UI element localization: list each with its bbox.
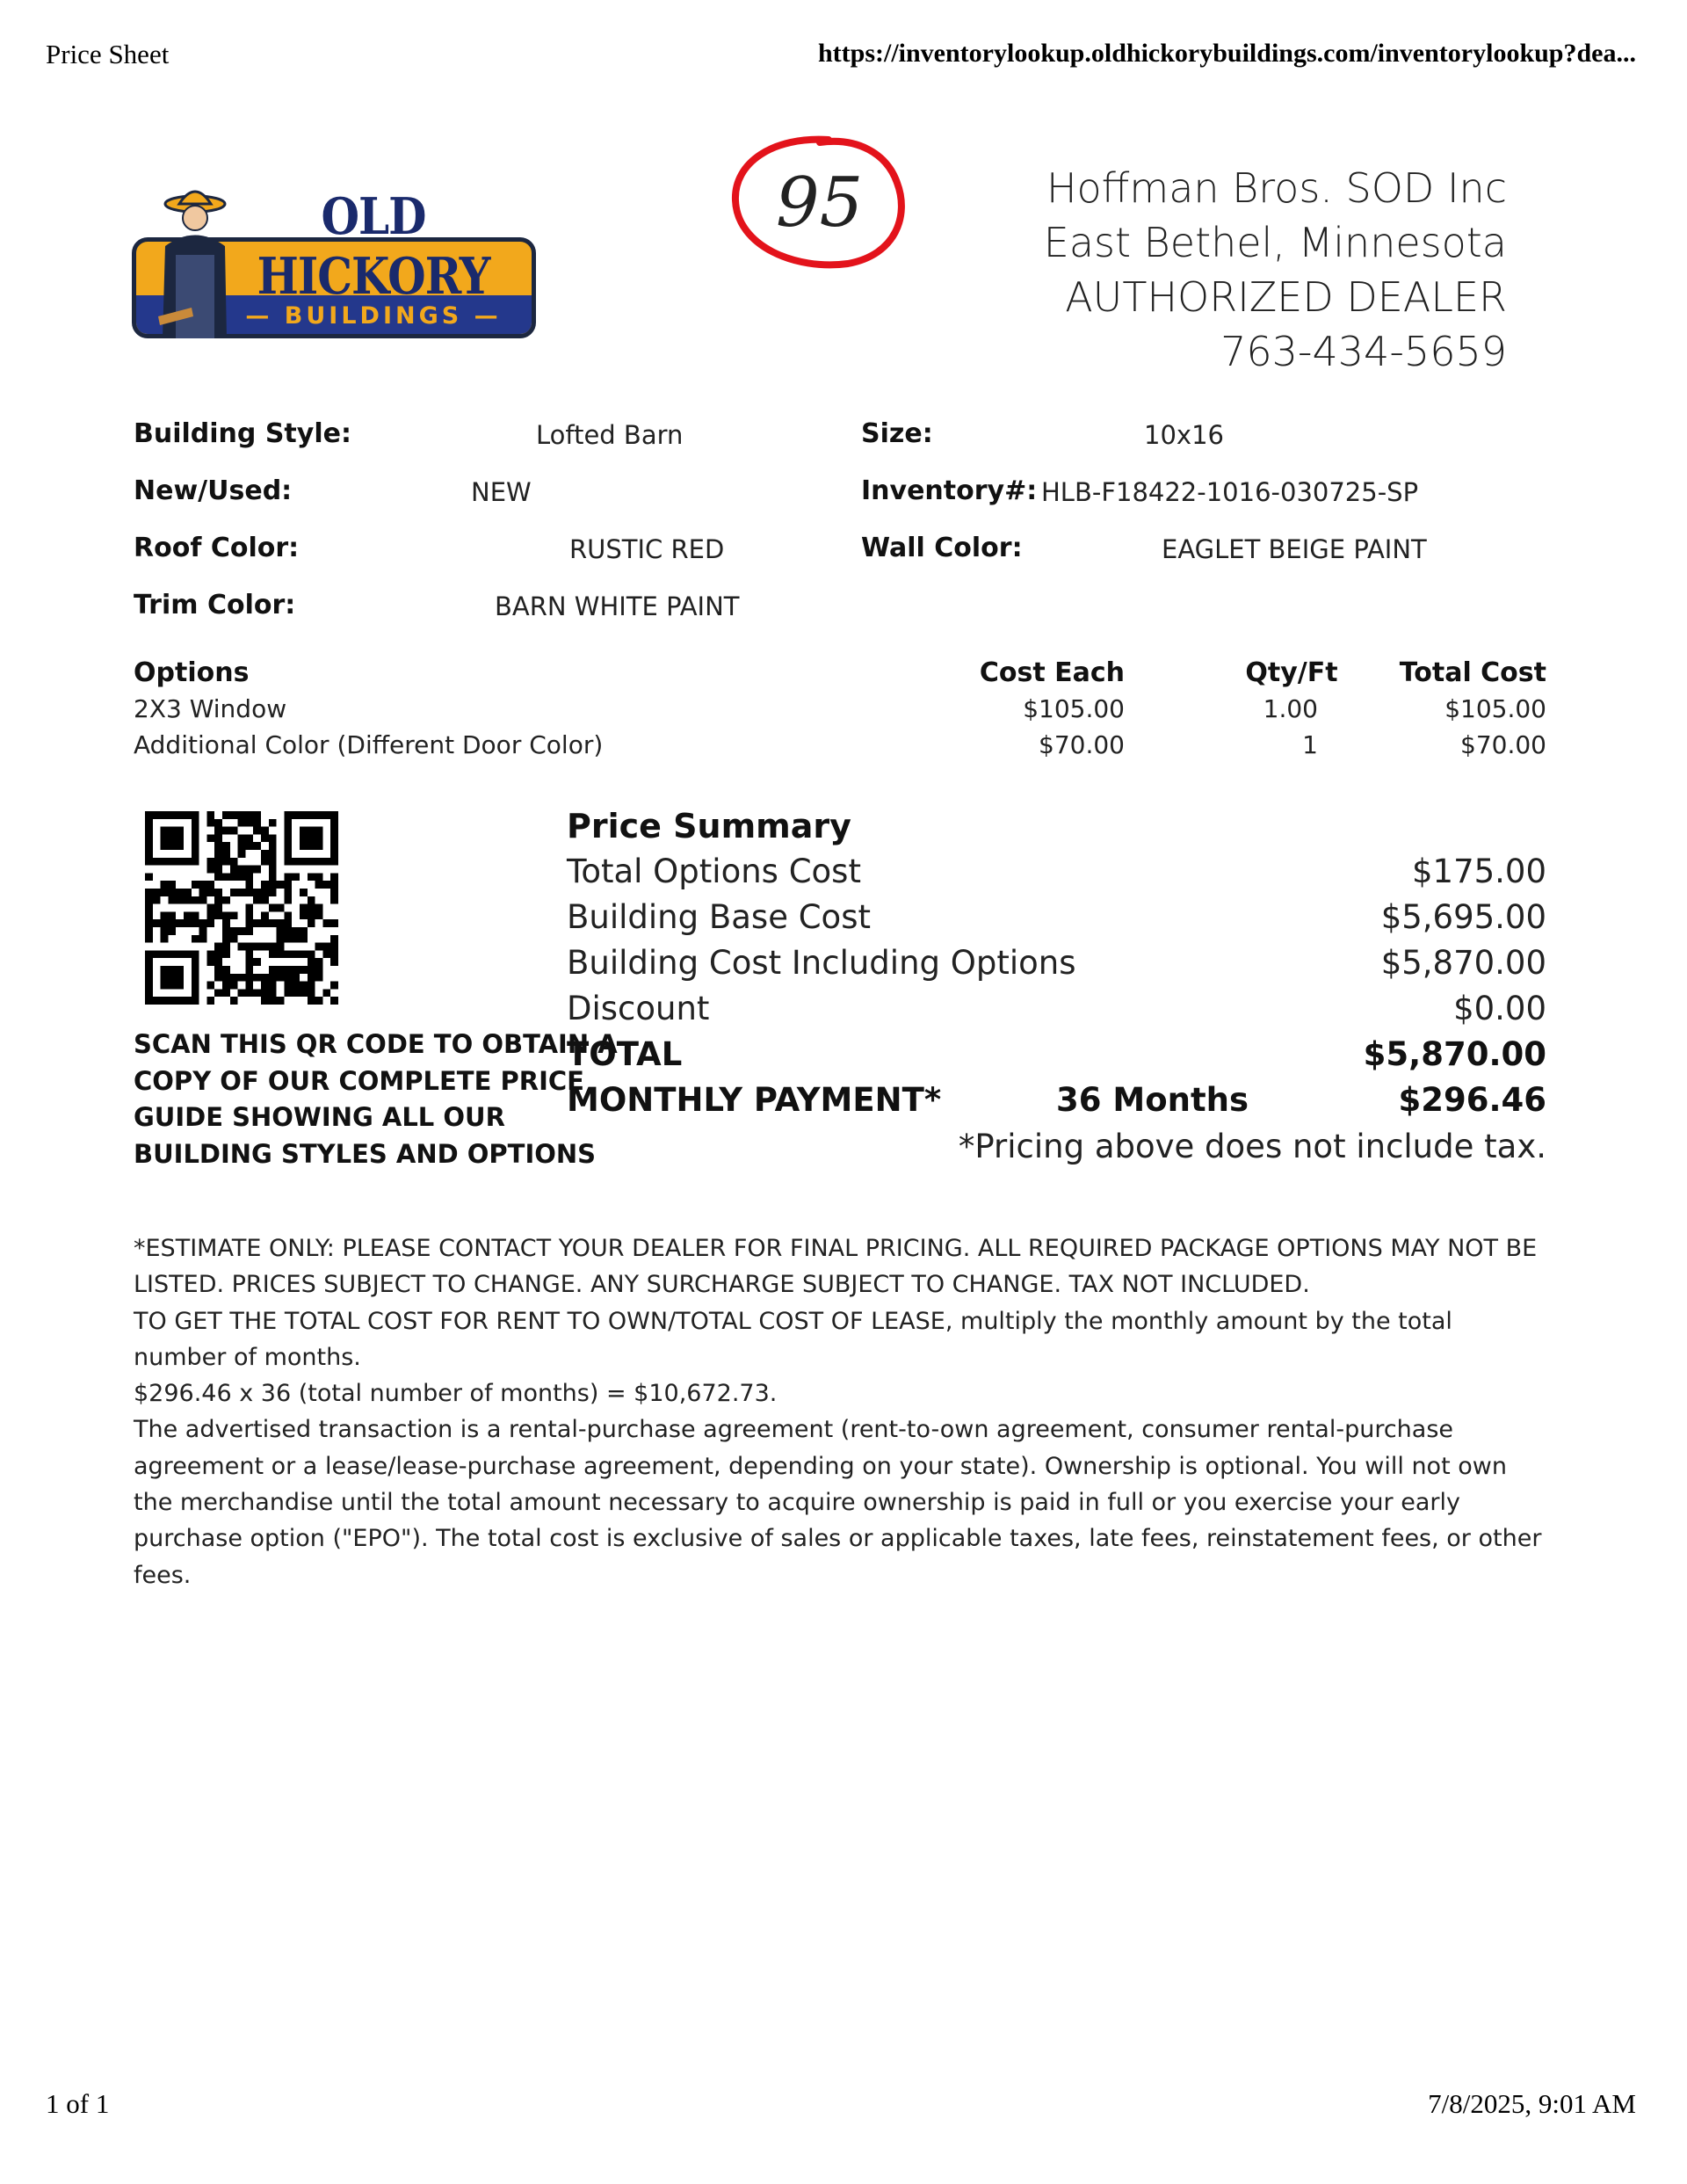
inventory-label: Inventory#: [861, 475, 1038, 506]
inventory-value: HLB-F18422-1016-030725-SP [1041, 477, 1419, 507]
disclaimer-paragraph: TO GET THE TOTAL COST FOR RENT TO OWN/TOTAL COST OF LEASE, multiply the monthly amount by the total number of months. [134, 1307, 1452, 1371]
trim-color-label: Trim Color: [134, 590, 296, 620]
wall-color-value: EAGLET BEIGE PAINT [1162, 534, 1427, 564]
monthly-term: 36 Months [1056, 1081, 1249, 1119]
new-used-value: NEW [471, 477, 532, 507]
handwritten-circle-annotation [725, 132, 914, 277]
option-total: $105.00 [1444, 694, 1546, 723]
building-style-label: Building Style: [134, 418, 351, 449]
summary-label: Building Cost Including Options [567, 944, 1076, 982]
qr-caption [134, 1027, 618, 1172]
disclaimer [134, 1230, 1548, 1593]
roof-color-value: RUSTIC RED [569, 534, 725, 564]
monthly-payment-value: $296.46 [1398, 1081, 1546, 1119]
trim-color-value: BARN WHITE PAINT [495, 591, 740, 621]
dealer-role: AUTHORIZED DEALER [1065, 273, 1507, 321]
total-value: $5,870.00 [1363, 1035, 1546, 1073]
options-header: Options [134, 657, 250, 688]
summary-value: $5,695.00 [1380, 898, 1546, 936]
new-used-label: New/Used: [134, 475, 293, 506]
dealer-location: East Bethel, Minnesota [1043, 219, 1507, 266]
handwritten-number: 95 [776, 163, 864, 243]
option-qty: 1.00 [1263, 694, 1318, 723]
qty-ft-header: Qty/Ft [1245, 657, 1338, 688]
size-value: 10x16 [1144, 420, 1224, 450]
option-cost-each: $70.00 [1039, 730, 1125, 759]
dealer-name: Hoffman Bros. SOD Inc [1046, 164, 1507, 212]
building-style-value: Lofted Barn [536, 420, 684, 450]
qr-caption-line: SCAN THIS QR CODE TO OBTAIN A [134, 1029, 618, 1059]
summary-value: $175.00 [1411, 853, 1546, 890]
summary-label: Building Base Cost [567, 898, 871, 936]
cost-each-header: Cost Each [979, 657, 1125, 688]
summary-label: Discount [567, 990, 710, 1027]
dealer-block [1044, 161, 1507, 379]
price-summary-title: Price Summary [567, 807, 851, 845]
print-timestamp: 7/8/2025, 9:01 AM [1428, 2088, 1636, 2119]
option-name: Additional Color (Different Door Color) [134, 730, 604, 759]
monthly-payment-label: MONTHLY PAYMENT* [567, 1081, 942, 1119]
logo-subtitle: — BUILDINGS — [245, 302, 502, 330]
option-total: $70.00 [1460, 730, 1546, 759]
disclaimer-paragraph: $296.46 x 36 (total number of months) = $10,672.73. [134, 1380, 778, 1408]
option-name: 2X3 Window [134, 694, 287, 723]
summary-value: $5,870.00 [1380, 944, 1546, 982]
print-url: https://inventorylookup.oldhickorybuildings.com/inventorylookup?dea... [817, 39, 1636, 68]
summary-value: $0.00 [1453, 990, 1546, 1027]
qr-caption-line: GUIDE SHOWING ALL OUR [134, 1102, 505, 1132]
wall-color-label: Wall Color: [861, 533, 1023, 563]
print-page-count: 1 of 1 [46, 2088, 110, 2119]
print-page-title: Price Sheet [46, 39, 170, 69]
disclaimer-paragraph: *ESTIMATE ONLY: PLEASE CONTACT YOUR DEALER FOR FINAL PRICING. ALL REQUIRED PACKAGE OPTIONS MAY NOT BE LISTED. PRICES SUBJECT TO CHANGE. ANY SURCHARGE SUBJECT TO CHANGE. TAX NOT INCLUDED. [134, 1235, 1538, 1299]
summary-label: Total Options Cost [567, 853, 861, 890]
roof-color-label: Roof Color: [134, 533, 300, 563]
disclaimer-paragraph: The advertised transaction is a rental-purchase agreement (rent-to-own agreement, consumer rental-purchase agreement or a lease/lease-purchase agreement, depending on your state). Ownership is optional. You will not own the merchandise until the total amount necessary to acquire ownership is paid in full or you exercise your early purchase option ("EPO"). The total cost is exclusive of sales or applicable taxes, late fees, reinstatement fees, or other fees. [134, 1416, 1542, 1589]
total-cost-header: Total Cost [1399, 657, 1546, 688]
option-qty: 1 [1302, 730, 1318, 759]
size-label: Size: [861, 418, 933, 449]
option-cost-each: $105.00 [1023, 694, 1125, 723]
qr-caption-line: COPY OF OUR COMPLETE PRICE [134, 1065, 584, 1096]
qr-code-icon [145, 811, 338, 1005]
logo-title: OLD HICKORY [257, 186, 490, 306]
tax-note: *Pricing above does not include tax. [958, 1128, 1546, 1165]
dealer-phone: 763-434-5659 [1220, 328, 1507, 375]
qr-caption-line: BUILDING STYLES AND OPTIONS [134, 1138, 597, 1169]
total-label: TOTAL [567, 1035, 683, 1073]
old-hickory-logo [132, 185, 540, 343]
